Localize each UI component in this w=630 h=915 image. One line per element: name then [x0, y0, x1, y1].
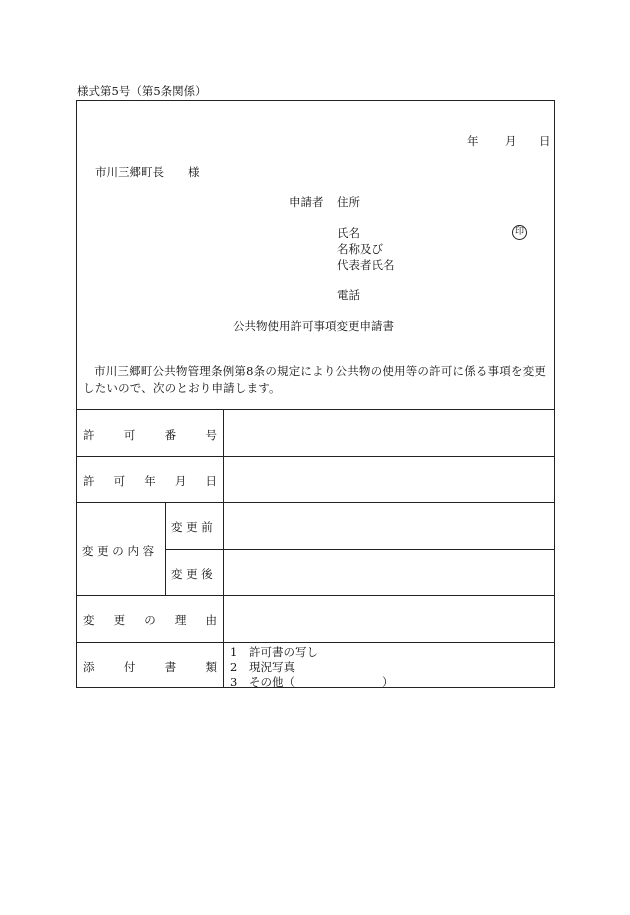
label-char: 年: [144, 474, 156, 488]
attachment-text: 現況写真: [248, 660, 295, 674]
representative-name-label: 代表者氏名: [337, 258, 395, 272]
attachment-number: 1: [230, 645, 238, 659]
applicant-label: 申請者: [289, 195, 324, 209]
label-char: 添: [83, 660, 95, 674]
table-column-divider: [223, 409, 224, 688]
label-char: 可: [123, 428, 136, 442]
change-content-label: 変 更 の 内 容: [82, 544, 155, 558]
after-change-label: 変 更 後: [171, 567, 213, 581]
table-rule: [76, 595, 555, 596]
addressee-name: 市川三郷町長: [95, 165, 164, 179]
attachment-text: 許可書の写し: [248, 645, 318, 659]
label-char: 許: [83, 474, 95, 488]
label-char: 許: [83, 428, 95, 442]
form-number-label: 様式第5号（第5条関係）: [77, 84, 207, 98]
attachment-text: その他（: [248, 675, 295, 689]
label-char: 可: [113, 474, 126, 488]
label-char: 理: [174, 613, 187, 627]
attachment-item: [230, 659, 295, 675]
table-rule: [76, 642, 555, 643]
label-char: 号: [205, 428, 217, 442]
addressee-honorific: 様: [188, 165, 200, 179]
label-char: 更: [113, 613, 126, 627]
date-day-label: 日: [539, 134, 551, 148]
date-month-label: 月: [505, 134, 517, 148]
label-char: 月: [174, 474, 187, 488]
table-rule: [76, 456, 555, 457]
table-top-rule: [76, 409, 555, 410]
before-change-label: 変 更 前: [171, 520, 213, 534]
label-char: 由: [205, 613, 217, 627]
application-statement: 市川三郷町公共物管理条例第8条の規定により公共物の使用等の許可に係る事項を変更したいので、次のとおり申請します。: [83, 364, 547, 395]
address-label: 住所: [337, 195, 360, 209]
name-label: 氏名: [337, 226, 360, 240]
permit-date-label: [83, 473, 217, 489]
corporation-name-label: 名称及び: [337, 242, 383, 256]
seal-mark: 印: [512, 225, 527, 240]
permit-number-label: [83, 427, 217, 443]
date-year-label: 年: [467, 134, 479, 148]
table-subcolumn-divider: [165, 502, 166, 595]
attachments-label: [83, 659, 217, 675]
label-char: 書: [164, 660, 177, 674]
attachment-number: 2: [230, 660, 238, 674]
label-char: の: [144, 613, 156, 627]
attachment-item: [230, 674, 295, 690]
label-char: 変: [83, 613, 95, 627]
label-char: 類: [205, 660, 217, 674]
label-char: 付: [123, 660, 136, 674]
attachment-item: [230, 644, 318, 660]
phone-label: 電話: [337, 288, 360, 302]
table-rule: [76, 502, 555, 503]
document-title: 公共物使用許可事項変更申請書: [233, 319, 394, 333]
change-reason-label: [83, 612, 217, 628]
attachment-number: 3: [230, 675, 238, 689]
label-char: 日: [205, 474, 217, 488]
attachment-other-close: ）: [382, 675, 394, 689]
label-char: 番: [164, 428, 177, 442]
